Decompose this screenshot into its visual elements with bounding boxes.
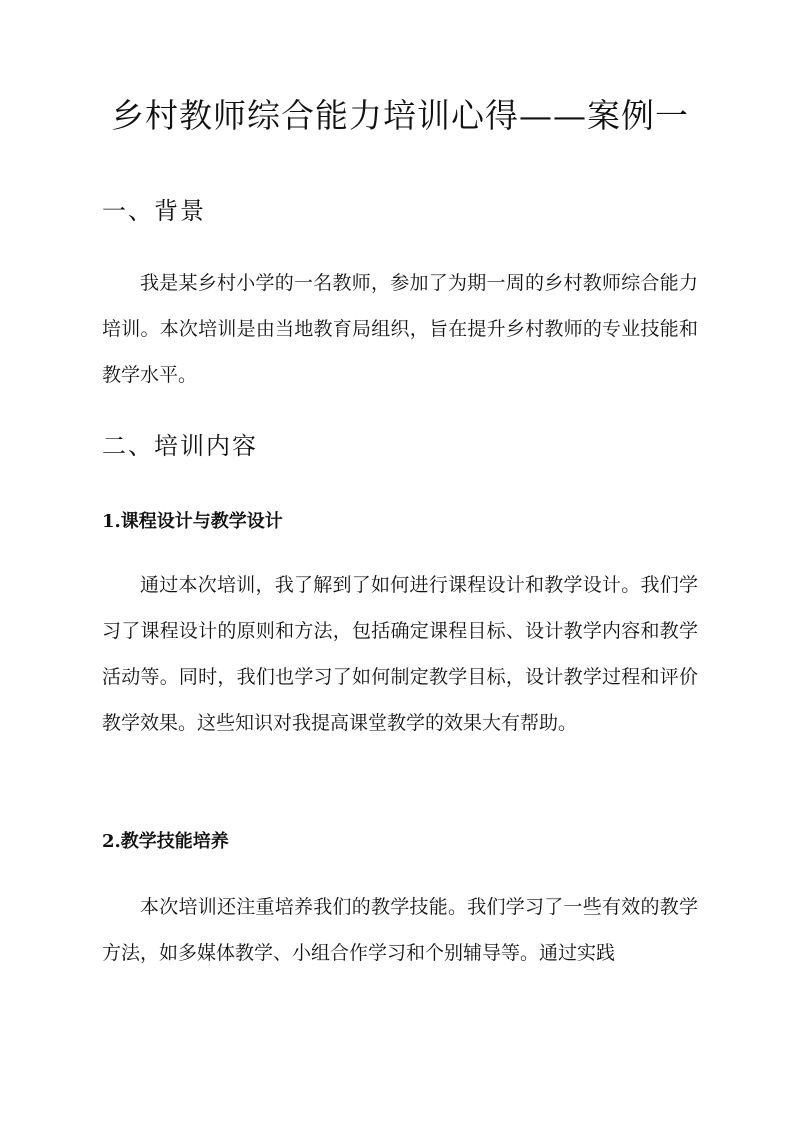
subsection-heading-course-design: 1.课程设计与教学设计 [102,511,283,532]
section-heading-background: 一、背景 [102,197,206,225]
document-title: 乡村教师综合能力培训心得——案例一 [111,96,689,135]
subsection-heading-teaching-skills: 2.教学技能培养 [102,831,229,852]
background-paragraph: 我是某乡村小学的一名教师，参加了为期一周的乡村教师综合能力培训。本次培训是由当地教育局组织，旨在提升乡村教师的专业技能和教学水平。 [102,272,698,386]
teaching-skills-paragraph: 本次培训还注重培养我们的教学技能。我们学习了一些有效的教学方法，如多媒体教学、小组合作学习和个别辅导等。通过实践 [102,896,698,964]
section-heading-training-content: 二、培训内容 [102,432,258,460]
course-design-paragraph: 通过本次培训，我了解到了如何进行课程设计和教学设计。我们学习了课程设计的原则和方法，包括确定课程目标、设计教学内容和教学活动等。同时，我们也学习了如何制定教学目标，设计教学过程和评价教学效果。这些知识对我提高课堂教学的效果大有帮助。 [102,574,698,734]
